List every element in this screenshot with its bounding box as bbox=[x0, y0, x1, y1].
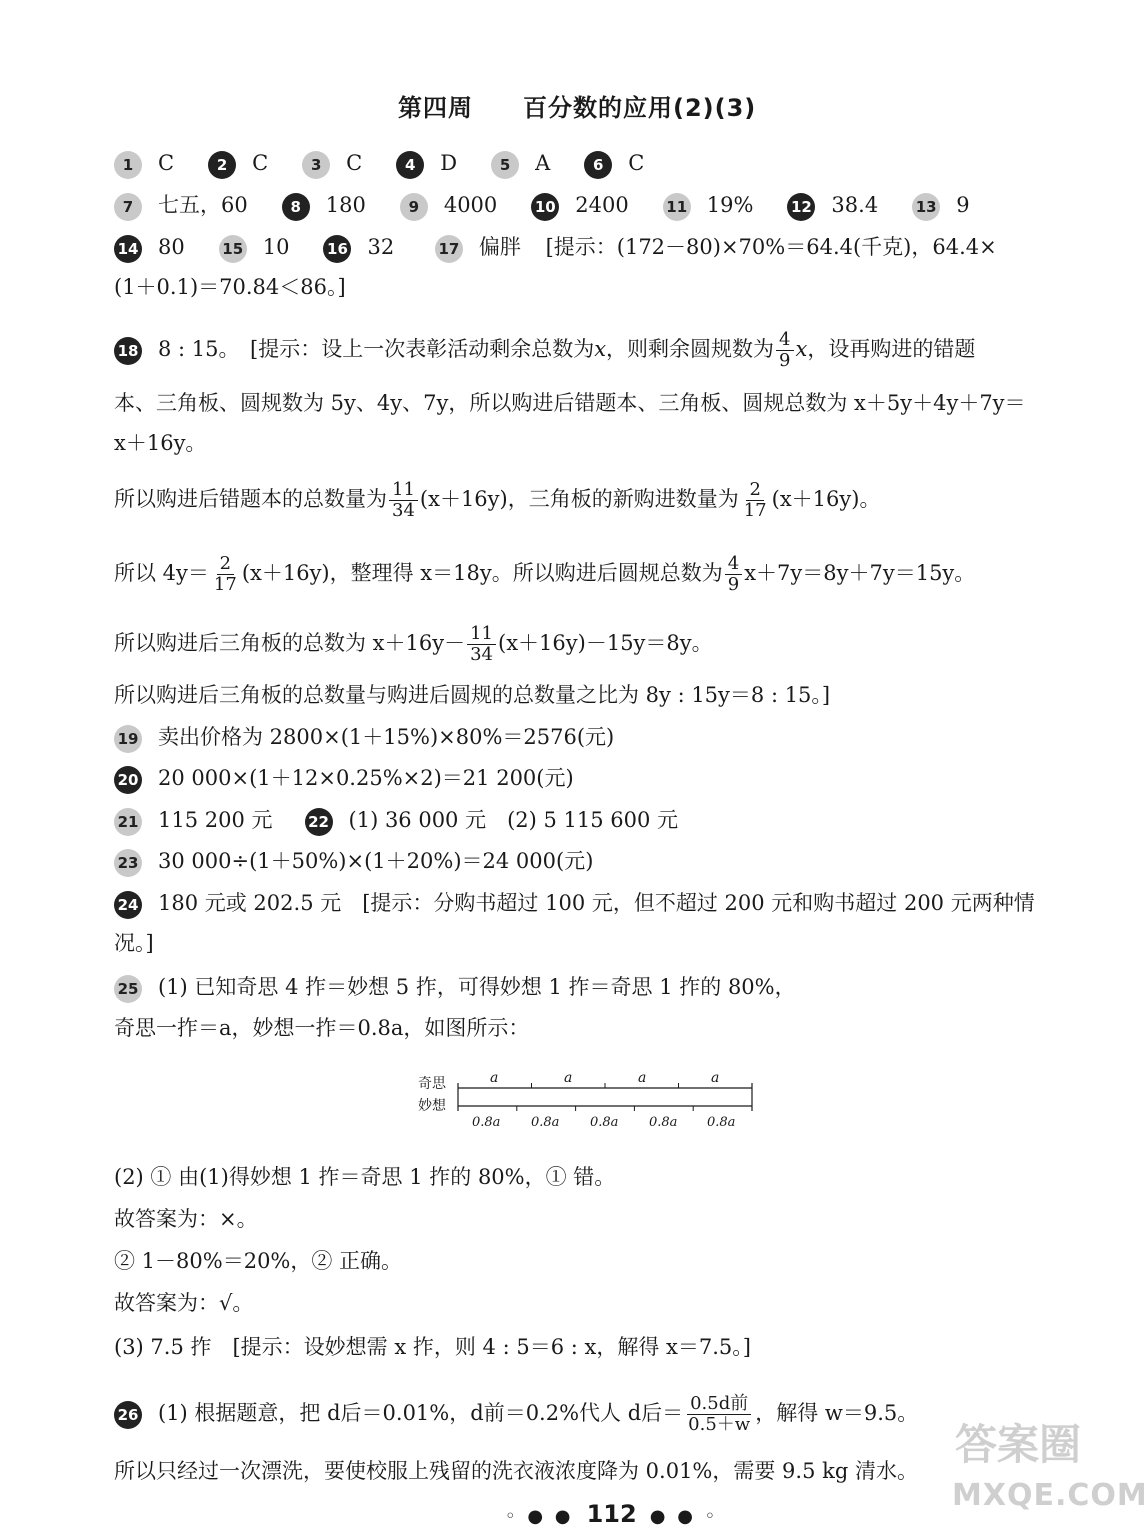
question-number-badge: 25 bbox=[114, 975, 142, 1003]
footer-dots-right: ● ● ◦ bbox=[649, 1506, 719, 1527]
q18-text: (x＋16y)，三角板的新购进数量为 bbox=[419, 487, 739, 511]
hint-text: [提示：(172－80)×70%＝64.4(千克)，64.4× bbox=[545, 235, 997, 259]
answer-text: (1) 根据题意，把 d后＝0.01%，d前＝0.2%代人 d后＝ bbox=[158, 1401, 684, 1425]
q18-line-3: x＋16y。 bbox=[114, 431, 207, 455]
answer-text: (1) 已知奇思 4 拃＝妙想 5 拃，可得妙想 1 拃＝奇思 1 拃的 80%， bbox=[158, 975, 796, 999]
question-number-badge: 21 bbox=[114, 808, 142, 836]
q18-text-b: ，则剩余圆规数为 bbox=[606, 337, 775, 361]
q18-line-7: 所以购进后三角板的总数量与购进后圆规的总数量之比为 8y : 15y＝8 : 15。] bbox=[114, 683, 831, 707]
answer-item-16 bbox=[323, 232, 394, 263]
answer-text: C bbox=[158, 151, 175, 175]
diagram-bottom-seg: 0.8a bbox=[590, 1115, 619, 1130]
q18-text: 所以购进后错题本的总数量为 bbox=[114, 487, 387, 511]
diagram-label-bottom: 妙想 bbox=[418, 1098, 446, 1114]
diagram-bottom-seg: 0.8a bbox=[531, 1115, 560, 1130]
q25-line-2: 奇思一拃＝a，妙想一拃＝0.8a，如图所示： bbox=[114, 1016, 530, 1040]
diagram-bottom-seg: 0.8a bbox=[472, 1115, 501, 1130]
fraction-2-17: $\frac{2}{17}$ bbox=[213, 553, 237, 595]
q18-text: (x＋16y)－15y＝8y。 bbox=[498, 631, 713, 655]
answer-text: 20 000×(1＋12×0.25%×2)＝21 200(元) bbox=[158, 766, 574, 790]
answer-text: 4000 bbox=[443, 193, 498, 217]
fraction-4-9: $\frac{4}{9}$ bbox=[725, 554, 742, 595]
answer-text: C bbox=[346, 151, 363, 175]
question-number-badge: 20 bbox=[114, 766, 142, 794]
answer-text: 32 bbox=[367, 235, 395, 259]
answer-item-3 bbox=[302, 148, 362, 179]
watermark-url: MXQE.COM bbox=[952, 1478, 1148, 1513]
question-number-badge: 8 bbox=[282, 193, 310, 221]
answer-text: 偏胖 bbox=[478, 235, 521, 259]
question-number-badge: 11 bbox=[663, 193, 691, 221]
question-number-badge: 23 bbox=[114, 849, 142, 877]
fraction-11-34: $\frac{11}{34}$ bbox=[389, 480, 418, 521]
answer-item-13 bbox=[912, 190, 969, 221]
question-number-badge: 19 bbox=[114, 725, 142, 753]
question-number-badge: 24 bbox=[114, 891, 142, 919]
question-number-badge: 2 bbox=[208, 151, 236, 179]
q25-line-3: (2) ① 由(1)得妙想 1 拃＝奇思 1 拃的 80%，① 错。 bbox=[114, 1165, 616, 1189]
answer-text: 七五，60 bbox=[158, 193, 248, 217]
question-number-badge: 15 bbox=[219, 235, 247, 263]
answer-item-11 bbox=[663, 190, 754, 221]
q18-line-5 bbox=[114, 554, 975, 595]
diagram-top-seg: a bbox=[564, 1070, 573, 1086]
answer-item-17 bbox=[435, 232, 521, 263]
question-number-badge: 9 bbox=[400, 193, 428, 221]
fraction-4-9: $\frac{4}{9}$ bbox=[776, 330, 793, 371]
question-number-badge: 14 bbox=[114, 235, 142, 263]
question-number-badge: 26 bbox=[114, 1401, 142, 1429]
q25-line-5: ② 1－80%＝20%，② 正确。 bbox=[114, 1249, 403, 1273]
answer-item-21-22 bbox=[114, 805, 678, 836]
answer-item-9 bbox=[400, 190, 497, 221]
q25-line-7: (3) 7.5 拃 [提示：设妙想需 x 拃，则 4 : 5＝6 : x，解得 x＝7.5。] bbox=[114, 1335, 751, 1359]
answer-text: 115 200 元 bbox=[158, 808, 273, 832]
q26-line-2: 所以只经过一次漂洗，要使校服上残留的洗衣液浓度降为 0.01%，需要 9.5 kg 清水。 bbox=[114, 1459, 918, 1483]
variable-x: x bbox=[594, 337, 607, 361]
watermark-logo: 答案圈 bbox=[955, 1420, 1082, 1469]
answer-item-15 bbox=[219, 232, 290, 263]
q18-line-1 bbox=[114, 330, 975, 371]
question-number-badge: 17 bbox=[435, 235, 463, 263]
answer-text: 30 000÷(1＋50%)×(1＋20%)＝24 000(元) bbox=[158, 849, 594, 873]
answer-text: 180 元或 202.5 元 [提示：分购书超过 100 元，但不超过 200 元和购书超过 200 元两种情 bbox=[158, 891, 1035, 915]
q18-text-c: ，设再购进的错题 bbox=[807, 337, 976, 361]
answer-text: (1) 36 000 元 (2) 5 115 600 元 bbox=[348, 808, 679, 832]
q18-text: x＋7y＝8y＋7y＝15y。 bbox=[744, 561, 976, 585]
q25-line-6: 故答案为：√。 bbox=[114, 1291, 254, 1315]
q18-text: 所以 4y＝ bbox=[114, 561, 209, 585]
q25-line-1 bbox=[114, 972, 796, 1003]
answer-text: 卖出价格为 2800×(1＋15%)×80%＝2576(元) bbox=[158, 725, 615, 749]
q18-line-2: 本、三角板、圆规数为 5y、4y、7y，所以购进后错题本、三角板、圆规总数为 x＋5y＋4y＋7y＝ bbox=[114, 391, 1026, 415]
question-number-badge: 1 bbox=[114, 151, 142, 179]
question-number-badge: 5 bbox=[491, 151, 519, 179]
answer-text: D bbox=[440, 151, 458, 175]
question-number-badge: 6 bbox=[584, 151, 612, 179]
page-footer bbox=[505, 1500, 718, 1528]
answer-item-4 bbox=[396, 148, 457, 179]
question-number-badge: 12 bbox=[787, 193, 815, 221]
fraction-11-34: $\frac{11}{34}$ bbox=[467, 624, 496, 665]
question-number-badge: 18 bbox=[114, 337, 142, 365]
answer-item-7 bbox=[114, 190, 248, 221]
question-number-badge: 7 bbox=[114, 193, 142, 221]
answer-row-2 bbox=[114, 190, 1004, 221]
answer-item-1 bbox=[114, 148, 174, 179]
segment-diagram bbox=[410, 1064, 770, 1134]
diagram-top-seg: a bbox=[711, 1070, 720, 1086]
question-number-badge: 3 bbox=[302, 151, 330, 179]
page-title: 第四周 百分数的应用(2)(3) bbox=[398, 94, 757, 122]
answer-text: C bbox=[252, 151, 269, 175]
answer-item-8 bbox=[282, 190, 366, 221]
answer-text: 19% bbox=[706, 193, 754, 217]
answer-text: 38.4 bbox=[831, 193, 879, 217]
question-number-badge: 10 bbox=[531, 193, 559, 221]
answer-item-10 bbox=[531, 190, 628, 221]
question-number-badge: 13 bbox=[912, 193, 940, 221]
variable-x: x bbox=[795, 337, 808, 361]
fraction-2-17: $\frac{2}{17}$ bbox=[743, 479, 767, 521]
answer-text: A bbox=[535, 151, 551, 175]
answer-row-1 bbox=[114, 148, 678, 179]
diagram-bottom-seg: 0.8a bbox=[649, 1115, 678, 1130]
answer-item-2 bbox=[208, 148, 268, 179]
answer-item-20 bbox=[114, 763, 574, 794]
answer-row-3 bbox=[114, 232, 997, 263]
question-number-badge: 4 bbox=[396, 151, 424, 179]
answer-item-14 bbox=[114, 232, 185, 263]
answer-item-19 bbox=[114, 722, 614, 753]
page-number: 112 bbox=[586, 1500, 637, 1528]
diagram-top-seg: a bbox=[638, 1070, 647, 1086]
answer-text: 80 bbox=[158, 235, 185, 259]
fraction-formula: $\frac{\text{0.5d前}}{0.5+w}$ bbox=[688, 1393, 751, 1435]
diagram-label-top: 奇思 bbox=[418, 1076, 446, 1092]
hint-continuation: 况。] bbox=[114, 931, 154, 955]
q26-line-1 bbox=[114, 1394, 918, 1435]
footer-dots-left: ◦ ● ● bbox=[505, 1506, 574, 1527]
diagram-bottom-seg: 0.8a bbox=[707, 1115, 736, 1130]
q18-text: (x＋16y)。 bbox=[771, 487, 881, 511]
question-number-badge: 22 bbox=[305, 808, 333, 836]
q18-text: 所以购进后三角板的总数为 x＋16y－ bbox=[114, 631, 466, 655]
diagram-top-seg: a bbox=[490, 1070, 499, 1086]
answer-text: 180 bbox=[325, 193, 366, 217]
answer-item-12 bbox=[787, 190, 878, 221]
answer-text: 10 bbox=[262, 235, 290, 259]
hint-continuation: (1＋0.1)＝70.84＜86。] bbox=[114, 275, 346, 299]
answer-text: 2400 bbox=[575, 193, 629, 217]
q18-line-4 bbox=[114, 480, 880, 521]
q18-text: (x＋16y)，整理得 x＝18y。所以购进后圆规总数为 bbox=[241, 561, 723, 585]
q18-line-6 bbox=[114, 624, 713, 665]
answer-text: C bbox=[628, 151, 645, 175]
answer-text: 9 bbox=[956, 193, 970, 217]
question-number-badge: 16 bbox=[323, 235, 351, 263]
q25-line-4: 故答案为：×。 bbox=[114, 1207, 258, 1231]
answer-item-23 bbox=[114, 846, 593, 877]
answer-text: ，解得 w＝9.5。 bbox=[755, 1401, 919, 1425]
answer-item-24 bbox=[114, 888, 1035, 919]
answer-item-5 bbox=[491, 148, 550, 179]
answer-item-6 bbox=[584, 148, 644, 179]
q18-text-a: 8 : 15。 [提示：设上一次表彰活动剩余总数为 bbox=[158, 337, 595, 361]
